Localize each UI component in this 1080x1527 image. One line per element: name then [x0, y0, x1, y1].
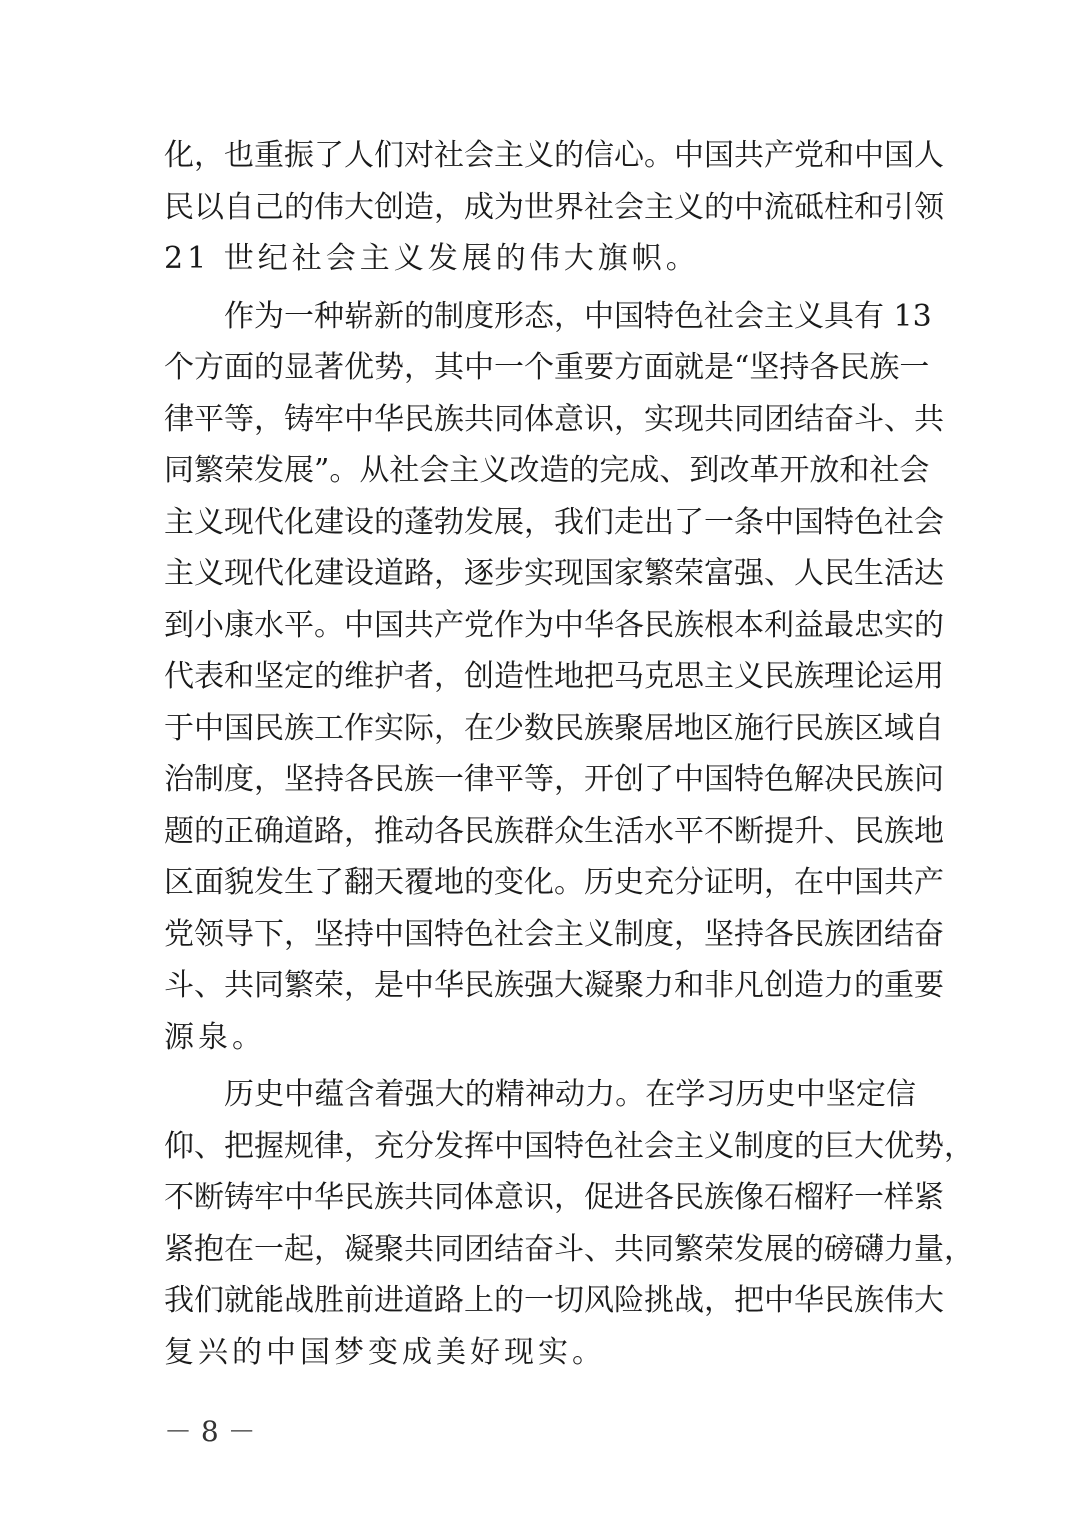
- paragraph-1-line-3: 21 世纪社会主义发展的伟大旗帜。: [164, 241, 700, 276]
- paragraph-2-line-8: 代表和坚定的维护者，创造性地把马克思主义民族理论运用: [164, 659, 944, 694]
- paragraph-2-line-10: 治制度，坚持各民族一律平等，开创了中国特色解决民族问: [164, 762, 944, 797]
- paragraph-3-line-1: 历史中蕴含着强大的精神动力。在学习历史中坚定信: [224, 1077, 916, 1112]
- paragraph-2-line-15: 源泉。: [164, 1019, 266, 1055]
- paragraph-2-line-2: 个方面的显著优势，其中一个重要方面就是“坚持各民族一: [164, 350, 930, 385]
- paragraph-2-line-1: 作为一种崭新的制度形态，中国特色社会主义具有 13: [224, 298, 932, 334]
- body-text: [164, 130, 974, 1378]
- paragraph-2-line-5: 主义现代化建设的蓬勃发展，我们走出了一条中国特色社会: [164, 504, 944, 540]
- paragraph-2-line-3: 律平等，铸牢中华民族共同体意识，实现共同团结奋斗、共: [164, 401, 944, 437]
- paragraph-2-line-7: 到小康水平。中国共产党作为中华各民族根本利益最忠实的: [164, 607, 944, 643]
- paragraph-3-line-4: 紧抱在一起，凝聚共同团结奋斗、共同繁荣发展的磅礴力量，: [164, 1231, 974, 1267]
- paragraph-3-line-6: 复兴的中国梦变成美好现实。: [164, 1334, 606, 1370]
- paragraph-2-line-13: 党领导下，坚持中国特色社会主义制度，坚持各民族团结奋: [164, 916, 944, 952]
- paragraph-2-line-14: 斗、共同繁荣，是中华民族强大凝聚力和非凡创造力的重要: [164, 968, 944, 1003]
- paragraph-2-line-9: 于中国民族工作实际，在少数民族聚居地区施行民族区域自: [164, 710, 944, 746]
- paragraph-3-line-5: 我们就能战胜前进道路上的一切风险挑战，把中华民族伟大: [164, 1283, 944, 1318]
- paragraph-3-line-2: 仰、把握规律，充分发挥中国特色社会主义制度的巨大优势，: [164, 1128, 974, 1164]
- paragraph-2-line-6: 主义现代化建设道路，逐步实现国家繁荣富强、人民生活达: [164, 556, 944, 591]
- paragraph-1-line-2: 民以自己的伟大创造，成为世界社会主义的中流砥柱和引领: [164, 189, 944, 225]
- paragraph-2-line-11: 题的正确道路，推动各民族群众生活水平不断提升、民族地: [164, 813, 944, 849]
- paragraph-2-line-4: 同繁荣发展”。从社会主义改造的完成、到改革开放和社会: [164, 453, 930, 488]
- page-number: － 8 －: [164, 1415, 256, 1448]
- paragraph-3-line-3: 不断铸牢中华民族共同体意识，促进各民族像石榴籽一样紧: [164, 1180, 944, 1215]
- paragraph-1-line-1: 化，也重振了人们对社会主义的信心。中国共产党和中国人: [164, 138, 944, 173]
- paragraph-2-line-12: 区面貌发生了翻天覆地的变化。历史充分证明，在中国共产: [164, 865, 944, 900]
